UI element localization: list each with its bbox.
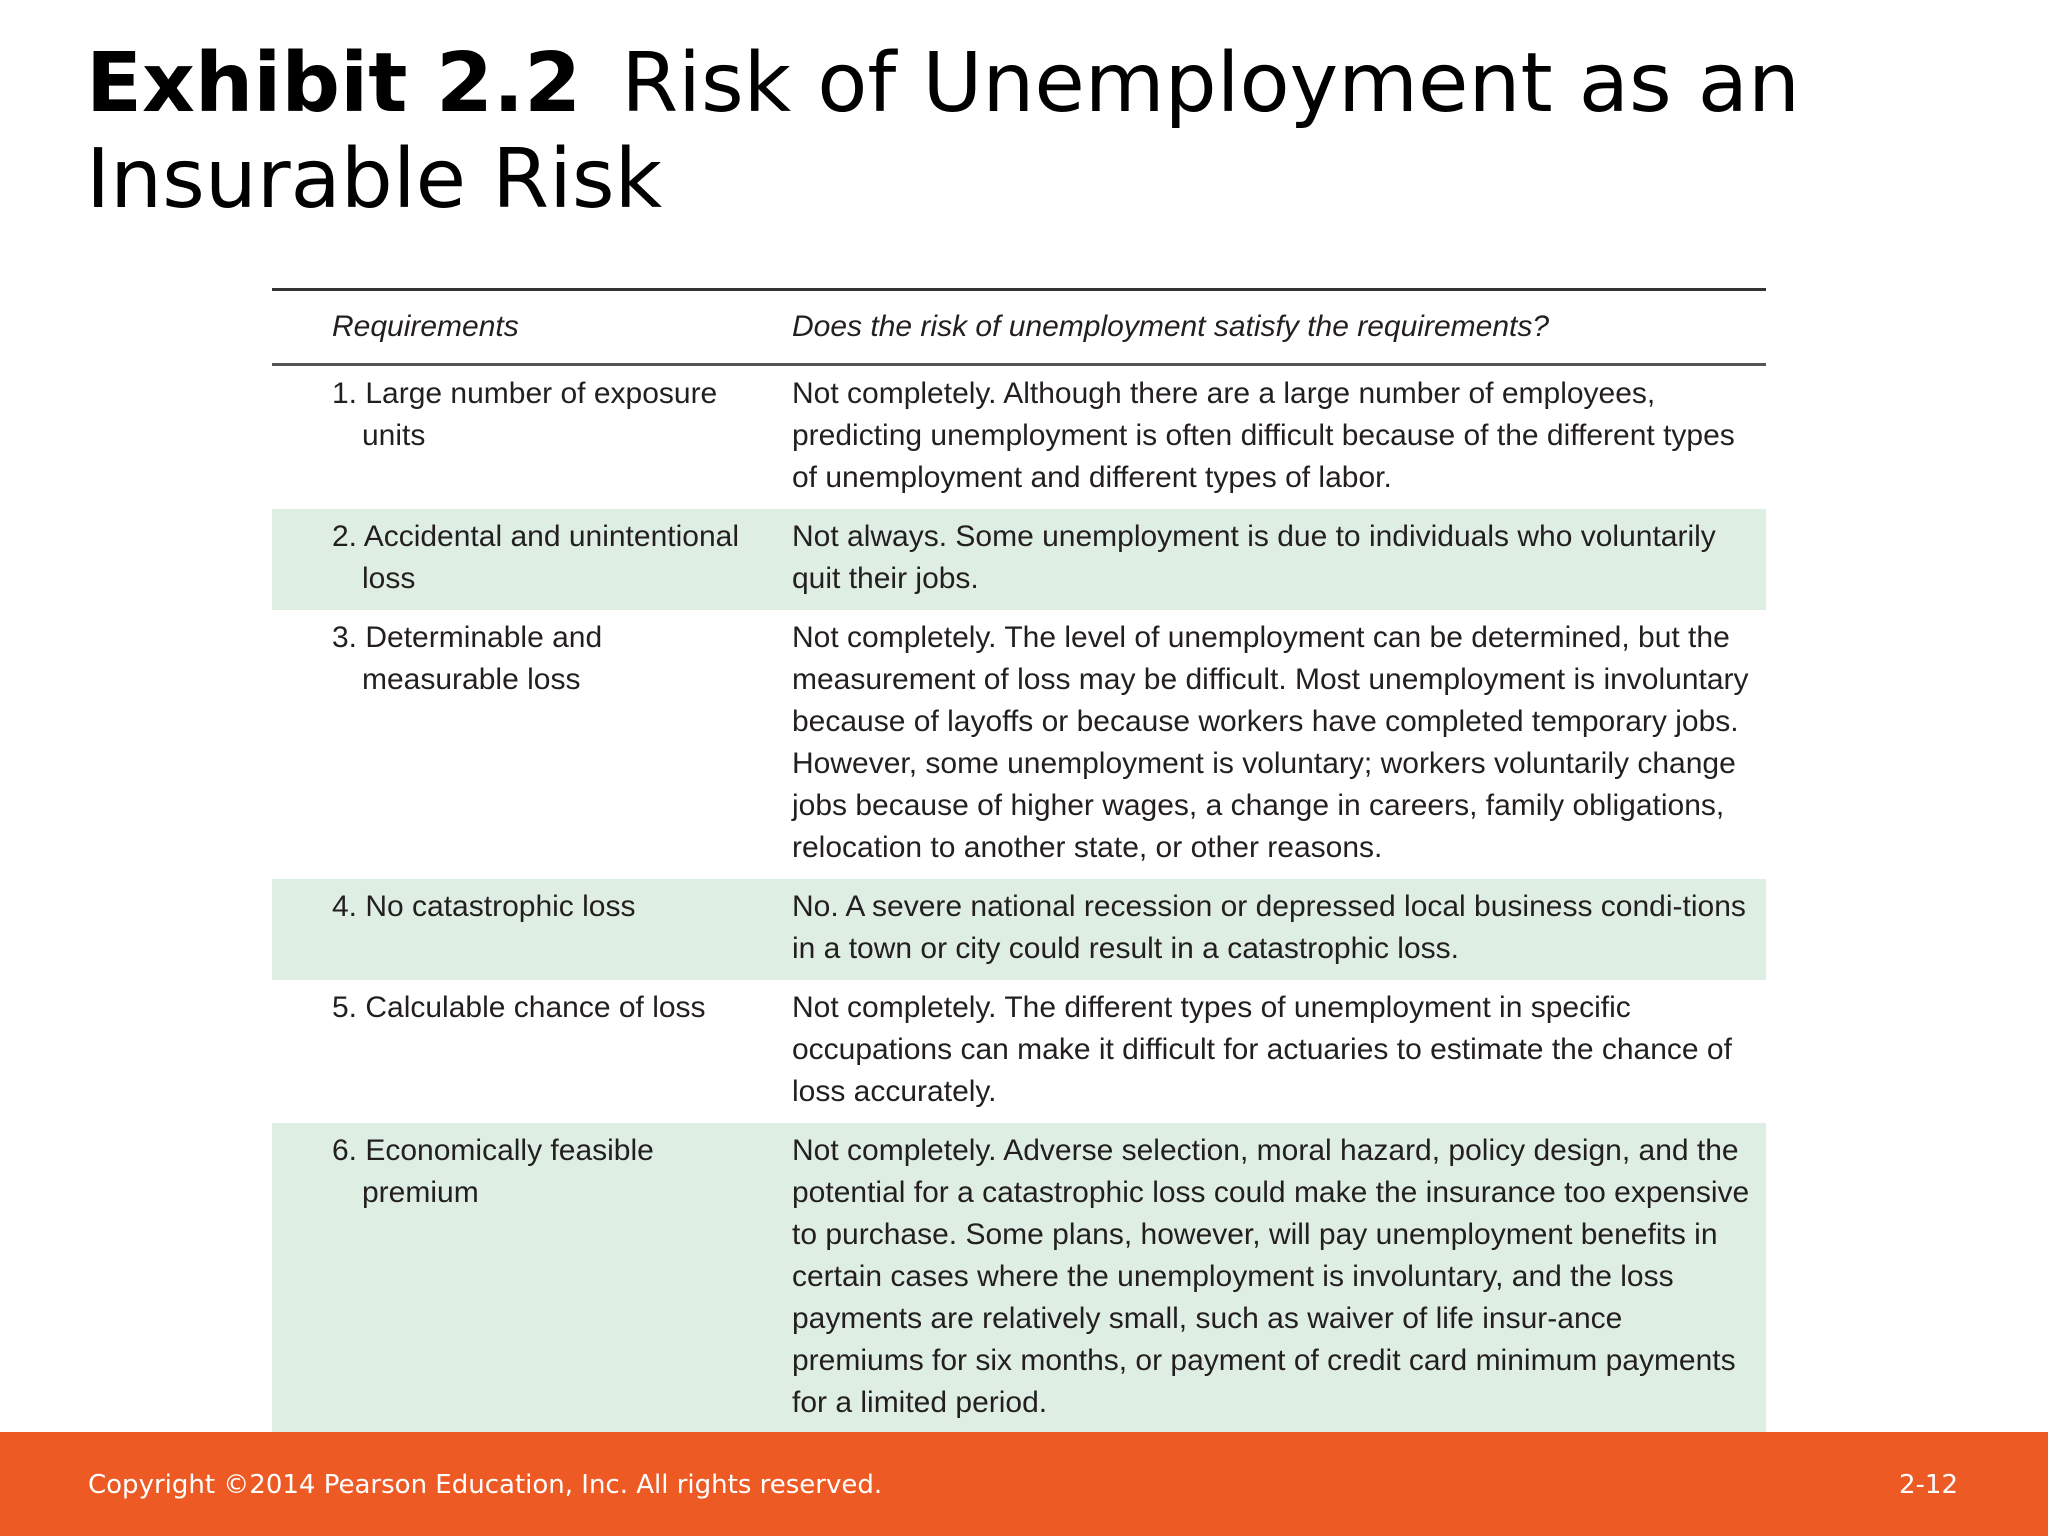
exhibit-label: Exhibit 2.2 bbox=[86, 36, 582, 131]
slide-title bbox=[86, 36, 1966, 228]
assessment-cell: Not completely. The different types of unemployment in specific occupations can make it difficult for actuaries to estimate the chance of loss accurately. bbox=[792, 991, 1732, 1108]
copyright-notice: Copyright ©2014 Pearson Education, Inc. All rights reserved. bbox=[88, 1470, 883, 1500]
header-requirements: Requirements bbox=[332, 310, 519, 343]
table-row bbox=[272, 509, 1766, 610]
table-row bbox=[272, 1123, 1766, 1436]
assessment-cell: Not always. Some unemployment is due to individuals who voluntarily quit their jobs. bbox=[792, 509, 1766, 610]
requirement-cell bbox=[272, 610, 792, 879]
table-header-row bbox=[272, 290, 1766, 365]
requirement-cell bbox=[272, 365, 792, 510]
requirement-text: 4. No catastrophic loss bbox=[332, 890, 636, 923]
footer-bar bbox=[0, 1432, 2048, 1536]
title-text: Risk of Unemployment as an Insurable Risk bbox=[86, 36, 1800, 227]
requirement-cell bbox=[272, 509, 792, 610]
requirement-cell bbox=[272, 879, 792, 980]
table-row bbox=[272, 610, 1766, 879]
header-assessment: Does the risk of unemployment satisfy the requirements? bbox=[792, 310, 1550, 343]
requirement-text: 6. Economically feasible premium bbox=[332, 1134, 654, 1209]
requirement-text: 2. Accidental and unintentional loss bbox=[332, 520, 739, 595]
table-row bbox=[272, 879, 1766, 980]
page-number: 2-12 bbox=[1898, 1470, 1958, 1500]
assessment-cell: Not completely. Although there are a large number of employees, predicting unemployment is often difficult because of the different types of unemployment and different types of labor. bbox=[792, 377, 1735, 494]
assessment-cell: Not completely. Adverse selection, moral hazard, policy design, and the potential for a catastrophic loss could make the insurance too expensive to purchase. Some plans, however, will pay unemployment benefits in certain cases where the unemployment is involuntary, and the loss payments are relatively small, such as waiver of life insur-ance premiums for six months, or payment of credit card minimum payments for a limited period. bbox=[792, 1123, 1766, 1436]
table-row bbox=[272, 365, 1766, 510]
requirement-text: 5. Calculable chance of loss bbox=[332, 991, 706, 1024]
requirement-text: 3. Determinable and measurable loss bbox=[332, 621, 603, 696]
assessment-cell: No. A severe national recession or depressed local business condi-tions in a town or city could result in a catastrophic loss. bbox=[792, 879, 1766, 980]
requirement-text: 1. Large number of exposure units bbox=[332, 377, 718, 452]
requirement-cell bbox=[272, 980, 792, 1123]
requirement-cell bbox=[272, 1123, 792, 1436]
exhibit-table bbox=[272, 288, 1766, 1438]
table-row bbox=[272, 980, 1766, 1123]
assessment-cell: Not completely. The level of unemployment can be determined, but the measurement of loss may be difficult. Most unemployment is involuntary because of layoffs or because workers have completed temporary jobs. However, some unemployment is voluntary; workers voluntarily change jobs because of higher wages, a change in careers, family obligations, relocation to another state, or other reasons. bbox=[792, 621, 1749, 864]
